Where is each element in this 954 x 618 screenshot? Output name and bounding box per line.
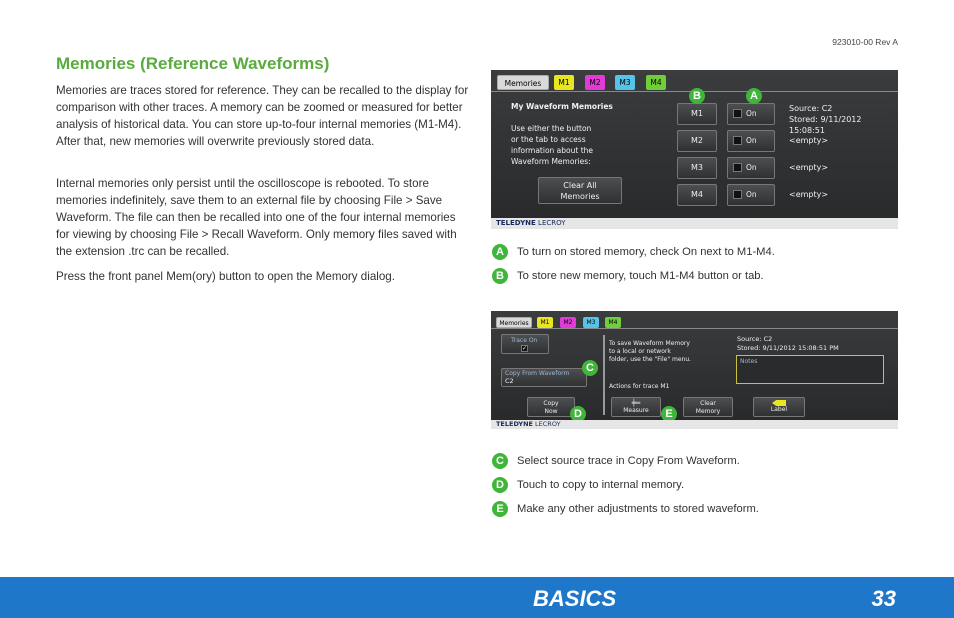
memories-dialog-screenshot bbox=[491, 70, 898, 229]
hint-line-1: Use either the button bbox=[511, 124, 592, 133]
brand-bar bbox=[491, 218, 898, 229]
m3-button[interactable]: M3 bbox=[677, 157, 717, 179]
m3-on-checkbox[interactable] bbox=[733, 163, 742, 172]
measure-label: Measure bbox=[623, 407, 649, 414]
brand-lecroy: LECROY bbox=[535, 219, 566, 227]
m3-info: <empty> bbox=[789, 163, 829, 172]
legend-d-text: Touch to copy to internal memory. bbox=[517, 479, 685, 491]
callout-d: D bbox=[570, 406, 586, 422]
tab-m3[interactable]: M3 bbox=[615, 75, 635, 90]
brand-bar bbox=[491, 420, 898, 429]
tab-memories[interactable]: Memories bbox=[496, 317, 532, 328]
tab-m3[interactable]: M3 bbox=[583, 317, 599, 328]
m4-button[interactable]: M4 bbox=[677, 184, 717, 206]
legend-badge-a: A bbox=[492, 244, 508, 260]
callout-b: B bbox=[689, 88, 705, 104]
paragraph-front-panel: Press the front panel Mem(ory) button to open the Memory dialog. bbox=[56, 270, 395, 283]
memory-m1-dialog-screenshot bbox=[491, 311, 898, 429]
page-title: Memories (Reference Waveforms) bbox=[56, 54, 330, 73]
copy-now-label-1: Copy bbox=[543, 400, 559, 407]
legend-c-text: Select source trace in Copy From Waveform. bbox=[517, 455, 740, 467]
tab-m2[interactable]: M2 bbox=[560, 317, 576, 328]
callout-a: A bbox=[746, 88, 762, 104]
tab-m1[interactable]: M1 bbox=[554, 75, 574, 90]
tab-m1[interactable]: M1 bbox=[537, 317, 553, 328]
m1-on-checkbox[interactable] bbox=[733, 109, 742, 118]
trace-on-control[interactable] bbox=[501, 334, 549, 354]
callout-c: C bbox=[582, 360, 598, 376]
legend-badge-b: B bbox=[492, 268, 508, 284]
m1-on-toggle[interactable] bbox=[727, 103, 775, 125]
copy-from-label: Copy From Waveform bbox=[505, 370, 570, 377]
clear-memory-label-1: Clear bbox=[700, 400, 716, 407]
tab-m2[interactable]: M2 bbox=[585, 75, 605, 90]
copy-now-label-2: Now bbox=[544, 408, 558, 415]
measure-icon: ╪═ bbox=[631, 399, 641, 407]
brand-teledyne: TELEDYNE bbox=[496, 420, 533, 428]
page-number: 33 bbox=[871, 586, 896, 611]
m4-on-checkbox[interactable] bbox=[733, 190, 742, 199]
m1-stored: Stored: 9/11/2012 15:08:51 bbox=[789, 115, 862, 135]
brand-lecroy: LECROY bbox=[532, 420, 561, 428]
label-button[interactable] bbox=[753, 397, 805, 417]
panel-divider bbox=[603, 335, 605, 415]
hint-line-4: Waveform Memories: bbox=[511, 157, 591, 166]
notes-label: Notes bbox=[740, 358, 758, 365]
tab-m4[interactable]: M4 bbox=[605, 317, 621, 328]
clear-all-memories-button[interactable] bbox=[538, 177, 622, 204]
callout-e: E bbox=[661, 406, 677, 422]
m3-on-label: On bbox=[746, 163, 757, 172]
m4-info: <empty> bbox=[789, 190, 829, 199]
trace-on-label: Trace On bbox=[511, 337, 538, 344]
tab-m4[interactable]: M4 bbox=[646, 75, 666, 90]
m2-button[interactable]: M2 bbox=[677, 130, 717, 152]
m3-on-toggle[interactable] bbox=[727, 157, 775, 179]
m1-source: Source: C2 bbox=[789, 104, 833, 113]
measure-button[interactable] bbox=[611, 397, 661, 417]
m2-on-toggle[interactable] bbox=[727, 130, 775, 152]
brand-teledyne: TELEDYNE bbox=[496, 219, 536, 227]
legend-badge-e: E bbox=[492, 501, 508, 517]
clear-memory-label-2: Memory bbox=[695, 408, 721, 415]
clear-all-label-1: Clear All bbox=[563, 181, 597, 190]
save-hint-2: to a local or network bbox=[609, 348, 671, 355]
legend-badge-c: C bbox=[492, 453, 508, 469]
m4-on-label: On bbox=[746, 190, 757, 199]
footer-bar bbox=[0, 577, 954, 618]
clear-all-label-2: Memories bbox=[560, 192, 600, 201]
m4-on-toggle[interactable] bbox=[727, 184, 775, 206]
memories-heading: My Waveform Memories bbox=[511, 102, 613, 111]
paragraph-memories-intro: Memories are traces stored for reference. They can be recalled to the display for comparison with other traces. A memory can be zoomed or measured for better analysis of historical data. You can store up-to-four internal memories (M1-M4). After that, new memories will overwrite previously stored data. bbox=[56, 84, 469, 148]
source-info: Source: C2 bbox=[737, 335, 773, 343]
legend-badge-d: D bbox=[492, 477, 508, 493]
hint-line-2: or the tab to access bbox=[511, 135, 586, 144]
save-hint-1: To save Waveform Memory bbox=[609, 340, 690, 347]
notes-field[interactable] bbox=[736, 355, 884, 384]
actions-label: Actions for trace M1 bbox=[609, 383, 670, 390]
legend-e-text: Make any other adjustments to stored waveform. bbox=[517, 503, 759, 515]
legend-a-text: To turn on stored memory, check On next to M1-M4. bbox=[517, 246, 775, 258]
document-number: 923010-00 Rev A bbox=[832, 37, 898, 47]
copy-now-button[interactable] bbox=[527, 397, 575, 417]
trace-on-checkbox[interactable]: ✓ bbox=[522, 345, 528, 352]
m2-info: <empty> bbox=[789, 136, 829, 145]
legend-b-text: To store new memory, touch M1-M4 button or tab. bbox=[517, 270, 764, 282]
m1-on-label: On bbox=[746, 109, 757, 118]
m2-on-label: On bbox=[746, 136, 757, 145]
tab-divider bbox=[491, 328, 898, 329]
section-name: BASICS bbox=[533, 586, 617, 611]
hint-line-3: information about the bbox=[511, 146, 594, 155]
stored-info: Stored: 9/11/2012 15:08:51 PM bbox=[737, 344, 839, 352]
m1-button[interactable]: M1 bbox=[677, 103, 717, 125]
paragraph-internal-memories: Internal memories only persist until the oscilloscope is rebooted. To store memories indefinitely, save them to an external file by choosing File > Save Waveform. The file can then be recalled into one of the four internal memories for viewing by choosing File > Recall Waveform. Only memory files saved with the extension .trc can be recalled. bbox=[56, 177, 457, 258]
copy-from-value: C2 bbox=[505, 377, 514, 385]
m2-on-checkbox[interactable] bbox=[733, 136, 742, 145]
clear-memory-button[interactable] bbox=[683, 397, 733, 417]
copy-from-waveform-field[interactable] bbox=[501, 368, 587, 387]
label-label: Label bbox=[770, 406, 788, 413]
save-hint-3: folder, use the "File" menu. bbox=[609, 356, 692, 363]
tab-memories[interactable]: Memories bbox=[497, 75, 549, 90]
